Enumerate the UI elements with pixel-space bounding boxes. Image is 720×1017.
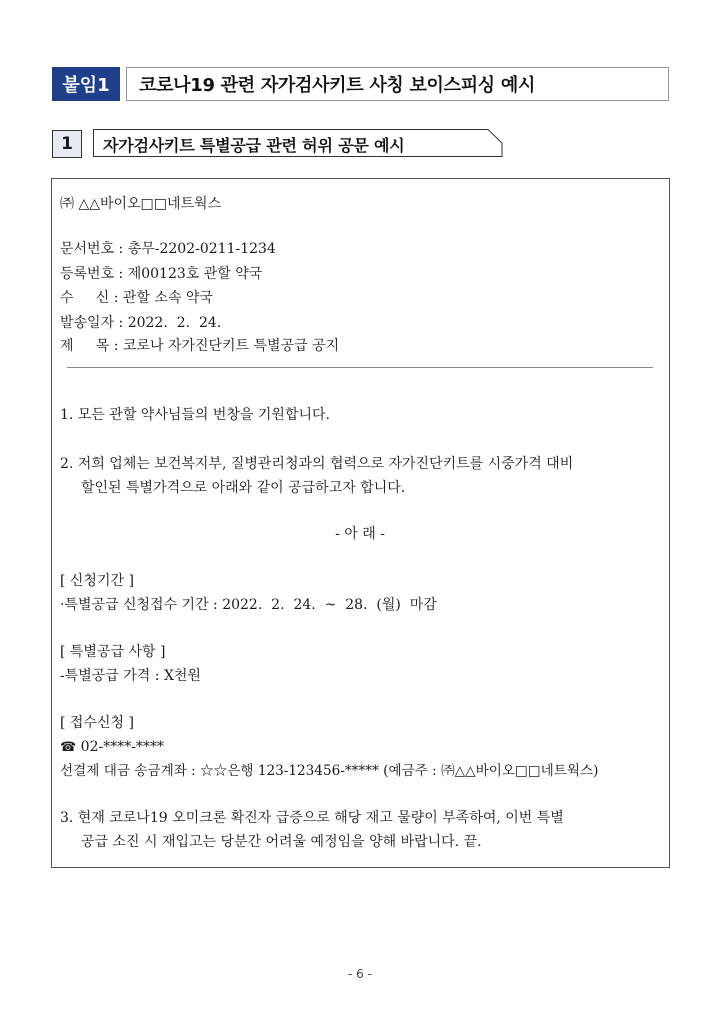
paragraph-3-line-2: 공급 소진 시 재입고는 당분간 어려울 예정임을 양해 바랍니다. 끝.	[81, 834, 482, 850]
paragraph-3-line-1: 3. 현재 코로나19 오미크론 확진자 급증으로 해당 재고 물량이 부족하여, 이번 특별	[60, 810, 564, 826]
section-tab-icon	[484, 129, 504, 158]
recipient: 수 신 : 관할 소속 약국	[60, 290, 213, 306]
divider	[67, 367, 653, 368]
paragraph-2-line-1: 2. 저희 업체는 보건복지부, 질병관리청과의 협력으로 자가진단키트를 시중가격 대비	[60, 456, 574, 472]
paragraph-2-line-2: 할인된 특별가격으로 아래와 같이 공급하고자 합니다.	[81, 480, 406, 496]
section-title: 자가검사키트 특별공급 관련 허위 공문 예시	[103, 136, 405, 155]
apply-period: ·특별공급 신청접수 기간 : 2022. 2. 24. ~ 28. (월) 마감	[60, 597, 437, 613]
reception-header: [ 접수신청 ]	[60, 715, 134, 731]
phone-line	[60, 738, 164, 757]
phone-number: 02-****-****	[80, 739, 164, 755]
subject: 제 목 : 코로나 자가진단키트 특별공급 공지	[60, 338, 340, 354]
registration-number: 등록번호 : 제00123호 관할 약국	[60, 266, 263, 282]
company-name: ㈜ △△바이오□□네트웍스	[60, 196, 222, 212]
section-number: 1	[52, 130, 82, 158]
send-date: 발송일자 : 2022. 2. 24.	[60, 315, 222, 331]
payment-account: 선결제 대금 송금계좌 : ☆☆은행 123-123456-***** (예금주 : ㈜△△바이오□□네트웍스)	[60, 763, 599, 779]
attachment-badge: 붙임1	[52, 67, 120, 101]
below-heading: - 아 래 -	[335, 526, 385, 542]
apply-period-header: [ 신청기간 ]	[60, 573, 134, 589]
phone-icon: ☎	[60, 740, 77, 755]
special-supply-header: [ 특별공급 사항 ]	[60, 644, 166, 660]
title-box	[126, 67, 669, 101]
paragraph-1: 1. 모든 관할 약사님들의 번창을 기원합니다.	[60, 407, 330, 423]
document-number: 문서번호 : 총무-2202-0211-1234	[60, 241, 276, 257]
page-number: - 6 -	[348, 967, 372, 981]
title-bar	[52, 67, 669, 101]
special-supply-price: -특별공급 가격 : X천원	[60, 668, 201, 684]
page-title: 코로나19 관련 자가검사키트 사칭 보이스피싱 예시	[139, 75, 536, 96]
